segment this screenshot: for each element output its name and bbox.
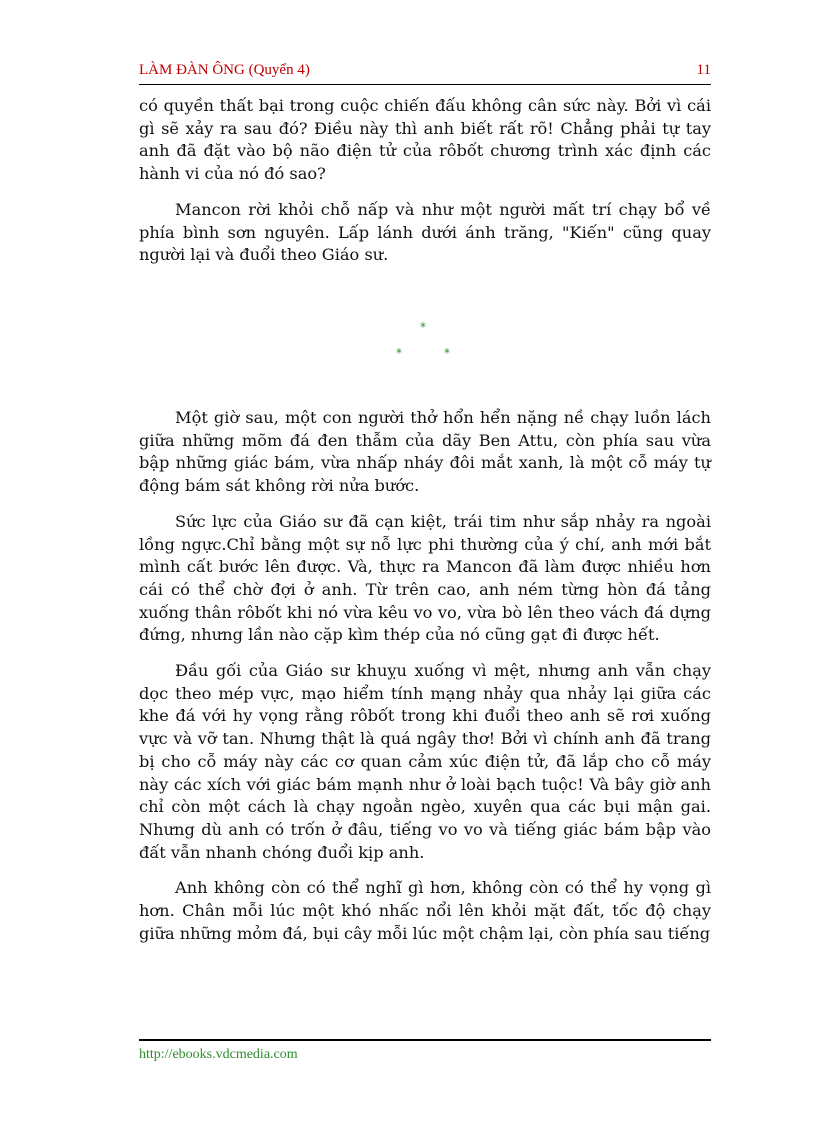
page-number: 11: [696, 62, 711, 78]
body-text-top: [139, 95, 711, 267]
section-separator: [139, 320, 711, 364]
paragraph-2: Mancon rời khỏi chỗ nấp và như một người mất trí chạy bổ về phía bình sơn nguyên. Lấp lánh dưới ánh trăng, "Kiến" cũng quay người lại và đuổi theo Giáo sư.: [139, 199, 711, 265]
separator-star-right: *: [444, 346, 450, 360]
separator-star-top: *: [420, 320, 426, 334]
paragraph-1: có quyền thất bại trong cuộc chiến đấu không cân sức này. Bởi vì cái gì sẽ xảy ra sau đó? Điều này thì anh biết rất rõ! Chẳng phải tự tay anh đã đặt vào bộ não điện tử của rôbốt chương trình xác định các hành vi của nó đó sao?: [139, 96, 711, 184]
paragraph-6: Anh không còn có thể nghĩ gì hơn, không còn có thể hy vọng gì hơn. Chân mỗi lúc một khó nhấc nổi lên khỏi mặt đất, tốc độ chạy giữa những mỏm đá, bụi cây mỗi lúc một chậm lại, còn phía sau tiếng: [139, 878, 711, 943]
paragraph-4: Sức lực của Giáo sư đã cạn kiệt, trái tim như sắp nhảy ra ngoài lồng ngực.Chỉ bằng một sự nỗ lực phi thường của ý chí, anh mới bắt mình cất bước lên được. Và, thực ra Mancon đã làm được nhiều hơn cái có thể chờ đợi ở anh. Từ trên cao, anh ném từng hòn đá tảng xuống thân rôbốt khi nó vừa kêu vo vo, vừa bò lên theo vách đá dựng đứng, nhưng lần nào cặp kìm thép của nó cũng gạt đi được hết.: [139, 511, 711, 645]
separator-star-left: *: [396, 346, 402, 360]
book-title: LÀM ĐÀN ÔNG (Quyển 4): [139, 62, 310, 78]
paragraph-3: Một giờ sau, một con người thở hổn hển nặng nề chạy luồn lách giữa những mõm đá đen thẫm của dãy Ben Attu, còn phía sau vừa bập những giác bám, vừa nhấp nháy đôi mắt xanh, là một cỗ máy tự động bám sát không rời nửa bước.: [139, 408, 711, 496]
body-text-bottom: [139, 407, 711, 945]
paragraph-5: Đầu gối của Giáo sư khuỵu xuống vì mệt, nhưng anh vẫn chạy dọc theo mép vực, mạo hiểm tính mạng nhảy qua nhảy lại giữa các khe đá với hy vọng rằng rôbốt trong khi đuổi theo anh sẽ rơi xuống vực và vỡ tan. Nhưng thật là quá ngây thơ! Bởi vì chính anh đã trang bị cho cỗ máy này các cơ quan cảm xúc điện tử, đã lắp cho cỗ máy này các xích với giác bám mạnh như ở loài bạch tuộc! Và bây giờ anh chỉ còn một cách là chạy ngoằn ngèo, xuyên qua các bụi mận gai. Nhưng dù anh có trốn ở đâu, tiếng vo vo và tiếng giác bám bập vào đất vẫn nhanh chóng đuổi kịp anh.: [139, 661, 711, 862]
footer-link[interactable]: http://ebooks.vdcmedia.com: [139, 1047, 298, 1062]
page-header: [139, 62, 711, 85]
footer-rule: [139, 1039, 711, 1041]
